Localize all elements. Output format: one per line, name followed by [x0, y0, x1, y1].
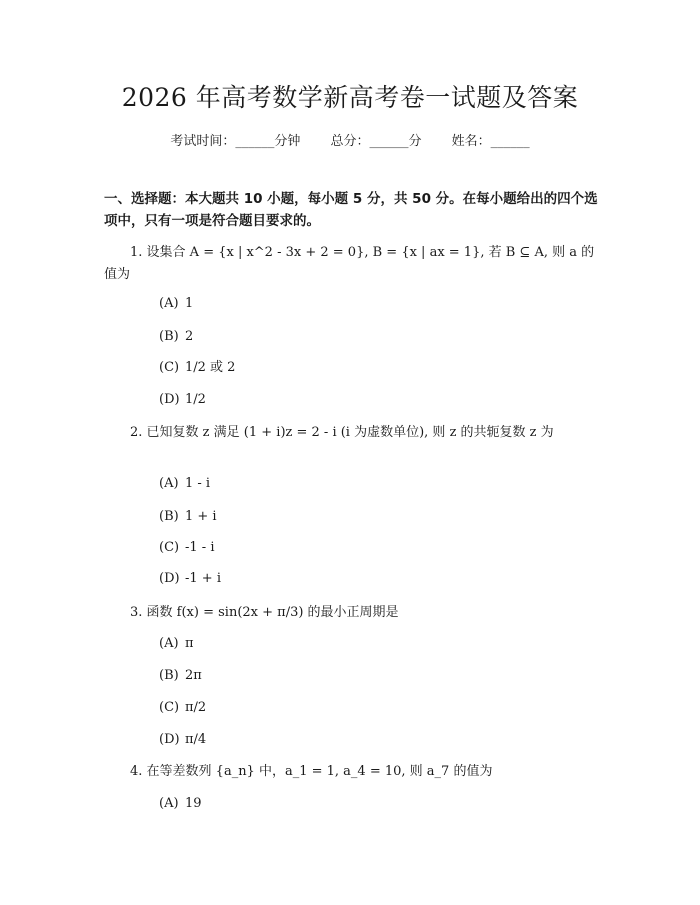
option-label: (A): [159, 296, 179, 311]
exam-score-field: 总分：______分: [330, 134, 422, 149]
question-1-option-c: [159, 358, 235, 378]
question-1: 1. 设集合 A = {x | x^2 - 3x + 2 = 0}, B = {x | ax = 1}, 若 B ⊆ A, 则 a 的值为: [104, 245, 595, 282]
exam-info-line: [0, 132, 700, 152]
question-2: 2. 已知复数 z 满足 (1 + i)z = 2 - i (i 为虚数单位), 则 z 的共轭复数 z 为: [130, 425, 554, 440]
question-1-option-b: [159, 327, 193, 347]
option-label: (C): [159, 540, 180, 555]
option-text: -1 + i: [185, 571, 221, 586]
option-label: (B): [159, 329, 179, 344]
option-text: π/2: [185, 700, 207, 715]
option-text: 1 + i: [185, 509, 217, 524]
question-1-option-d: [159, 390, 206, 410]
option-label: (D): [159, 392, 180, 407]
option-label: (B): [159, 509, 179, 524]
option-text: -1 - i: [185, 540, 215, 555]
student-name-field: 姓名：______: [451, 134, 530, 149]
question-3-option-c: [159, 698, 206, 718]
option-label: (C): [159, 360, 180, 375]
option-text: π/4: [185, 732, 207, 747]
question-3: 3. 函数 f(x) = sin(2x + π/3) 的最小正周期是: [130, 605, 399, 620]
question-4: 4. 在等差数列 {a_n} 中，a_1 = 1, a_4 = 10, 则 a_7 的值为: [130, 764, 493, 779]
exam-time-field: 考试时间：______分钟: [170, 134, 301, 149]
question-3-option-d: [159, 730, 206, 750]
question-3-option-b: [159, 666, 202, 686]
option-label: (D): [159, 571, 180, 586]
option-text: 1: [185, 296, 194, 311]
question-2-option-b: [159, 507, 217, 527]
option-label: (B): [159, 668, 179, 683]
option-label: (A): [159, 796, 179, 811]
question-2-option-d: [159, 569, 221, 589]
option-label: (A): [159, 476, 179, 491]
exam-title: 2026 年高考数学新高考卷一试题及答案: [121, 83, 579, 112]
option-text: 1/2 或 2: [185, 360, 236, 375]
question-4-option-a: [159, 794, 202, 814]
option-text: 1/2: [185, 392, 206, 407]
question-2-option-c: [159, 538, 214, 558]
option-text: π: [185, 636, 194, 651]
option-text: 19: [185, 796, 202, 811]
question-1-option-a: [159, 294, 193, 314]
option-label: (C): [159, 700, 180, 715]
option-label: (D): [159, 732, 180, 747]
option-text: 1 - i: [185, 476, 211, 491]
question-3-option-a: [159, 634, 194, 654]
option-label: (A): [159, 636, 179, 651]
question-2-option-a: [159, 474, 210, 494]
option-text: 2: [185, 329, 194, 344]
section-heading: 一、选择题：本大题共 10 小题，每小题 5 分，共 50 分。在每小题给出的四个选项中，只有一项是符合题目要求的。: [104, 191, 598, 229]
option-text: 2π: [185, 668, 202, 683]
